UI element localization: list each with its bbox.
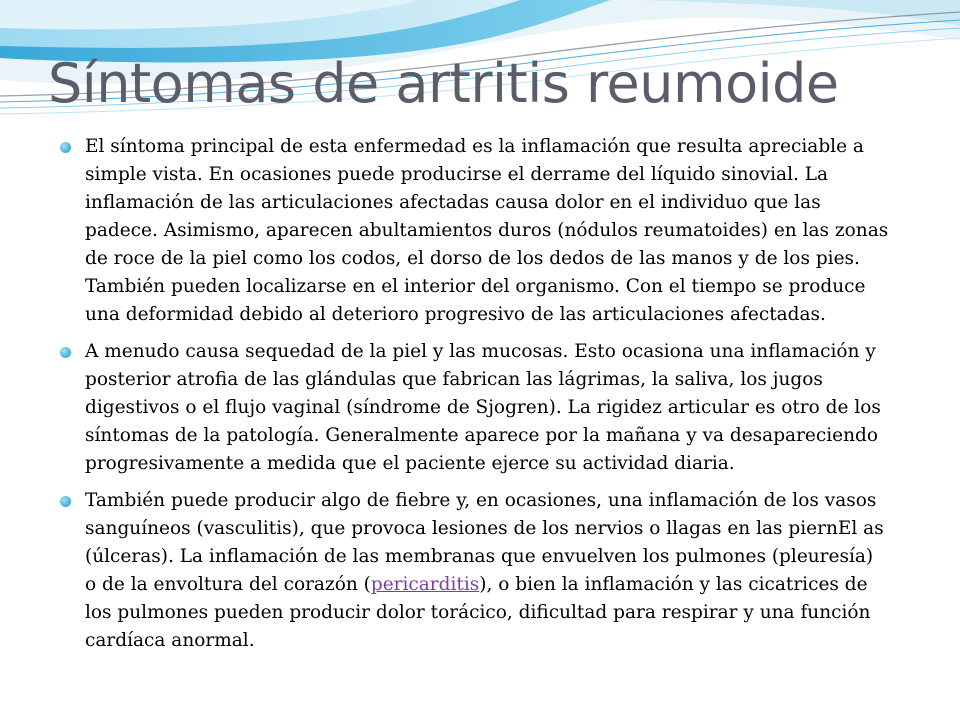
bullet-icon xyxy=(60,347,71,358)
slide-title: Síntomas de artritis reumoide xyxy=(48,52,839,115)
bullet-text-after-link: ), o bien la inflamación y las cicatrices de los pulmones pueden producir dolor torácico, dificultad para respirar y una función cardíaca anormal. xyxy=(85,574,871,651)
bullet-item-fever xyxy=(60,487,890,655)
pericarditis-link[interactable]: pericarditis xyxy=(370,574,480,595)
bullet-text: A menudo causa sequedad de la piel y las mucosas. Esto ocasiona una inflamación y posterior atrofia de las glándulas que fabrican las lágrimas, la saliva, los jugos digestivos o el flujo vaginal (síndrome de Sjogren). La rigidez articular es otro de los síntomas de la patología. Generalmente aparece por la mañana y va desapareciendo progresivamente a medida que el paciente ejerce su actividad diaria. xyxy=(85,341,881,474)
bullet-item-dryness xyxy=(60,338,890,478)
bullet-text: El síntoma principal de esta enfermedad es la inflamación que resulta apreciable a simple vista. En ocasiones puede producirse el derrame del líquido sinovial. La inflamación de las articulaciones afectadas causa dolor en el individuo que las padece. Asimismo, aparecen abultamientos duros (nódulos reumatoides) en las zonas de roce de la piel como los codos, el dorso de los dedos de las manos y de los pies. También pueden localizarse en el interior del organismo. Con el tiempo se produce una deformidad debido al deterioro progresivo de las articulaciones afectadas. xyxy=(85,136,889,325)
bullet-text xyxy=(85,487,890,655)
bullet-item-symptoms xyxy=(60,133,890,329)
bullet-icon xyxy=(60,142,71,153)
bullet-text-before-link: También puede producir algo de fiebre y, en ocasiones, una inflamación de los vasos sanguíneos (vasculitis), que provoca lesiones de los nervios o llagas en las piernEl as (úlceras). La inflamación de las membranas que envuelven los pulmones (pleuresía) o de la envoltura del corazón ( xyxy=(85,490,884,595)
bullet-list xyxy=(60,133,890,664)
bullet-icon xyxy=(60,496,71,507)
